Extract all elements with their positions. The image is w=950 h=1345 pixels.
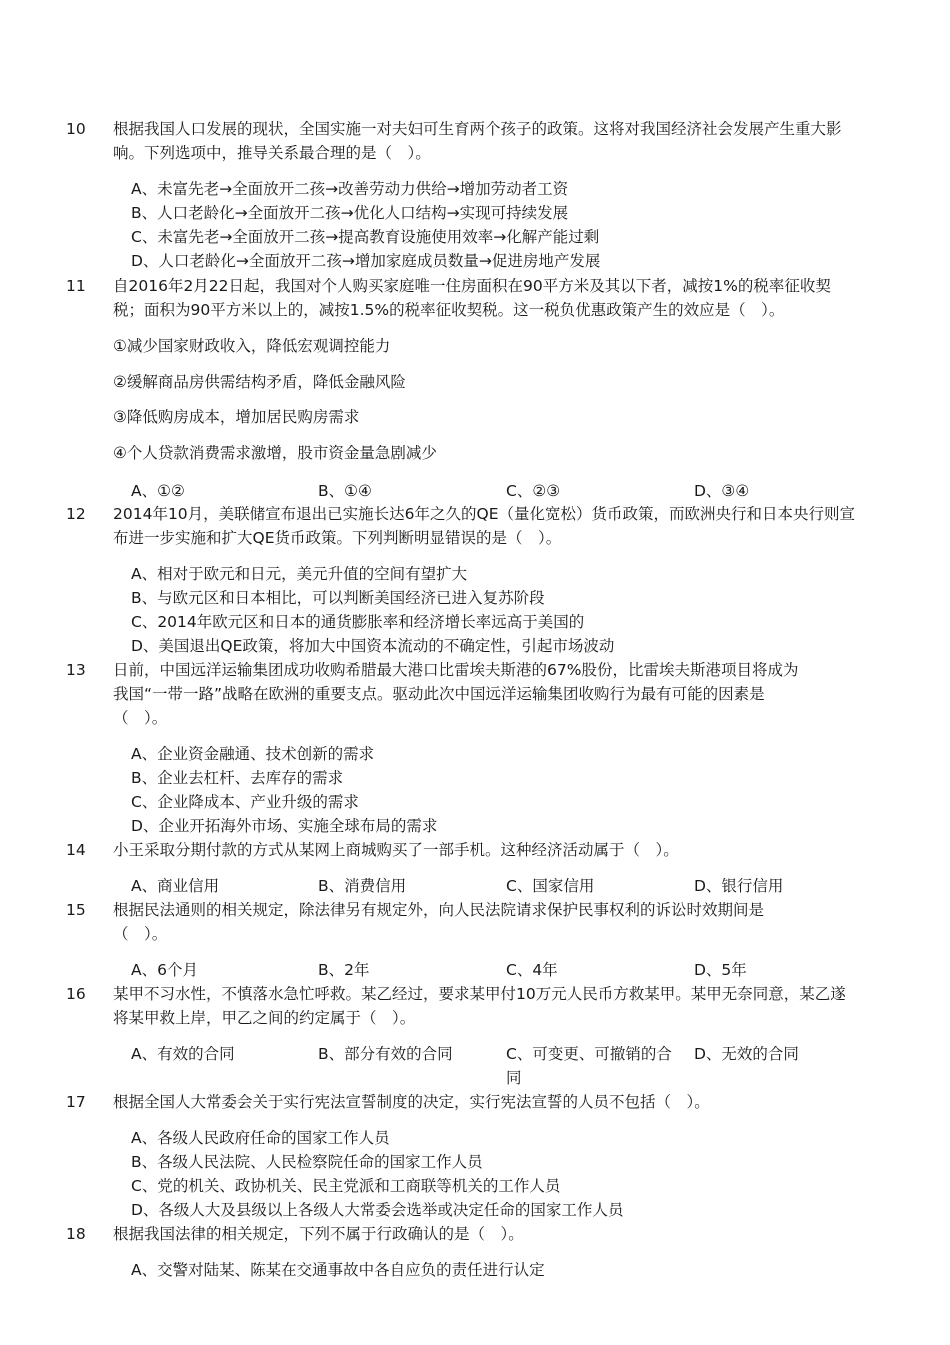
question-number: 10 [66,120,86,138]
option-b: B、各级人民法院、人民检察院任命的国家工作人员 [131,1153,483,1171]
question-stem-line-1: 日前，中国远洋运输集团成功收购希腊最大港口比雷埃夫斯港的67%股份，比雷埃夫斯港项目将成为 [113,661,799,679]
question-stem: 某甲不习水性，不慎落水急忙呼救。某乙经过，要求某甲付10万元人民币方救某甲。某甲无奈同意，某乙遂将某甲救上岸，甲乙之间的约定属于（ ）。 [113,985,846,1027]
question-stem: 小王采取分期付款的方式从某网上商城购买了一部手机。这种经济活动属于（ ）。 [113,841,679,859]
option-d: D、美国退出QE政策，将加大中国资本流动的不确定性，引起市场波动 [131,637,615,655]
question-number: 17 [66,1093,86,1111]
option-b: B、①④ [318,482,372,500]
option-a: A、未富先老→全面放开二孩→改善劳动力供给→增加劳动者工资 [131,180,569,198]
option-a: A、6个月 [131,961,198,979]
option-c: C、国家信用 [506,877,595,895]
option-d: D、③④ [694,482,750,500]
question-stem: 根据全国人大常委会关于实行宪法宣誓制度的决定，实行宪法宣誓的人员不包括（ ）。 [113,1093,710,1111]
option-d: D、银行信用 [694,877,784,895]
statement-1: ①减少国家财政收入，降低宏观调控能力 [113,337,391,355]
question-stem: 2014年10月，美联储宣布退出已实施长达6年之久的QE（量化宽松）货币政策，而欧洲央行和日本央行则宣布进一步实施和扩大QE货币政策。下列判断明显错误的是（ ）。 [113,505,856,547]
option-d: D、企业开拓海外市场、实施全球布局的需求 [131,817,438,835]
question-stem-line-2: 我国“一带一路”战略在欧洲的重要支点。驱动此次中国远洋运输集团收购行为最有可能的因素是 [113,685,765,703]
question-stem-line-2: （ ）。 [113,925,168,943]
option-a: A、交警对陆某、陈某在交通事故中各自应负的责任进行认定 [131,1261,545,1279]
question-stem-line-3: （ ）。 [113,709,168,727]
option-a: A、有效的合同 [131,1045,235,1063]
option-c: C、可变更、可撤销的合同 [506,1045,672,1087]
option-c: C、②③ [506,482,561,500]
statement-3: ③降低购房成本，增加居民购房需求 [113,408,360,426]
option-b: B、人口老龄化→全面放开二孩→优化人口结构→实现可持续发展 [131,204,569,222]
question-stem-line-1: 根据民法通则的相关规定，除法律另有规定外，向人民法院请求保护民事权利的诉讼时效期间是 [113,901,765,919]
option-a: A、各级人民政府任命的国家工作人员 [131,1129,390,1147]
question-stem: 根据我国法律的相关规定，下列不属于行政确认的是（ ）。 [113,1225,524,1243]
option-b: B、2年 [318,961,370,979]
option-b: B、与欧元区和日本相比，可以判断美国经济已进入复苏阶段 [131,589,545,607]
option-c: C、未富先老→全面放开二孩→提高教育设施使用效率→化解产能过剩 [131,228,600,246]
question-number: 14 [66,841,86,859]
option-b: B、企业去杠杆、去库存的需求 [131,769,344,787]
option-a: A、商业信用 [131,877,220,895]
option-b: B、部分有效的合同 [318,1045,453,1063]
question-number: 13 [66,661,86,679]
statement-4: ④个人贷款消费需求激增，股市资金量急剧减少 [113,444,437,462]
option-c: C、党的机关、政协机关、民主党派和工商联等机关的工作人员 [131,1177,561,1195]
option-c: C、企业降成本、产业升级的需求 [131,793,359,811]
option-d: D、无效的合同 [694,1045,799,1063]
option-c: C、4年 [506,961,558,979]
option-a: A、相对于欧元和日元，美元升值的空间有望扩大 [131,565,468,583]
question-number: 16 [66,985,86,1003]
option-a: A、①② [131,482,185,500]
option-d: D、5年 [694,961,747,979]
option-c: C、2014年欧元区和日本的通货膨胀率和经济增长率远高于美国的 [131,613,585,631]
option-b: B、消费信用 [318,877,407,895]
option-d: D、各级人大及县级以上各级人大常委会选举或决定任命的国家工作人员 [131,1201,624,1219]
question-stem: 根据我国人口发展的现状，全国实施一对夫妇可生育两个孩子的政策。这将对我国经济社会发展产生重大影响。下列选项中，推导关系最合理的是（ ）。 [113,120,842,162]
question-number: 15 [66,901,86,919]
option-d: D、人口老龄化→全面放开二孩→增加家庭成员数量→促进房地产发展 [131,252,601,270]
question-stem: 自2016年2月22日起，我国对个人购买家庭唯一住房面积在90平方米及其以下者，减按1%的税率征收契税；面积为90平方米以上的，减按1.5%的税率征收契税。这一税负优惠政策产生的效应是（ ）。 [113,277,831,319]
statement-2: ②缓解商品房供需结构矛盾，降低金融风险 [113,373,406,391]
option-a: A、企业资金融通、技术创新的需求 [131,745,375,763]
question-number: 18 [66,1225,86,1243]
question-number: 11 [66,277,86,295]
question-number: 12 [66,505,86,523]
